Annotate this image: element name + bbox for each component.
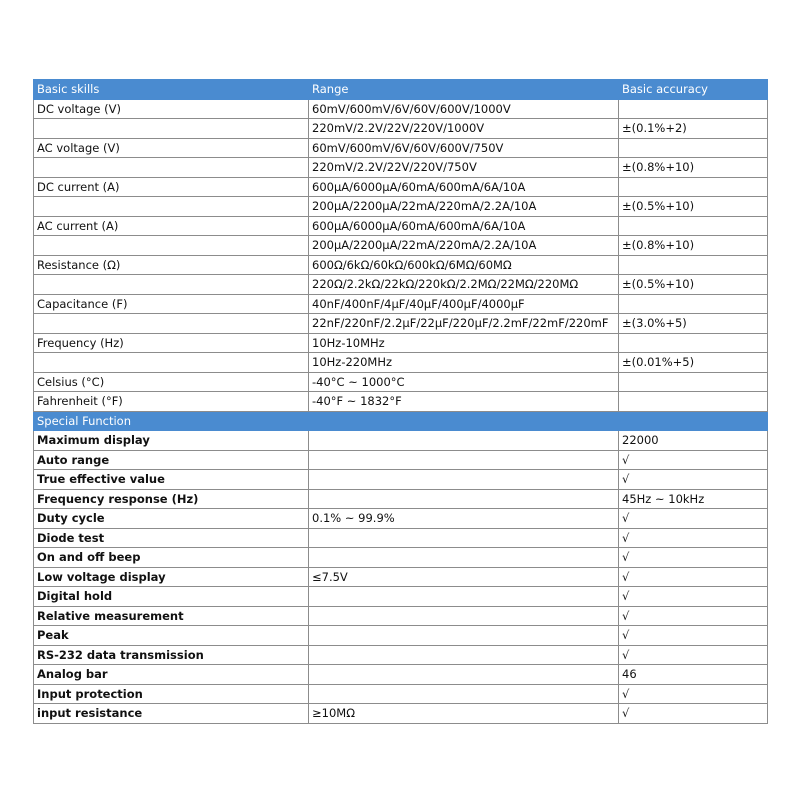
spec-range-cell <box>309 450 619 470</box>
spec-name-cell <box>34 197 309 217</box>
spec-accuracy-cell <box>619 177 768 197</box>
special-function-body <box>34 431 768 724</box>
spec-range-cell: 60mV/600mV/6V/60V/600V/750V <box>309 138 619 158</box>
spec-range-cell: 600μA/6000μA/60mA/600mA/6A/10A <box>309 216 619 236</box>
spec-range-cell: 200μA/2200μA/22mA/220mA/2.2A/10A <box>309 236 619 256</box>
spec-name-cell <box>34 275 309 295</box>
table-header-row <box>34 80 768 100</box>
spec-accuracy-cell: √ <box>619 626 768 646</box>
spec-accuracy-cell <box>619 333 768 353</box>
table-row <box>34 489 768 509</box>
spec-name-cell: Digital hold <box>34 587 309 607</box>
spec-accuracy-cell: √ <box>619 528 768 548</box>
spec-name-cell: Resistance (Ω) <box>34 255 309 275</box>
table-row <box>34 236 768 256</box>
table-row <box>34 392 768 412</box>
table-row <box>34 587 768 607</box>
spec-accuracy-cell: 46 <box>619 665 768 685</box>
spec-range-cell <box>309 528 619 548</box>
table-row <box>34 197 768 217</box>
spec-range-cell: 10Hz-10MHz <box>309 333 619 353</box>
spec-range-cell: 600μA/6000μA/60mA/600mA/6A/10A <box>309 177 619 197</box>
spec-name-cell: AC voltage (V) <box>34 138 309 158</box>
spec-accuracy-cell: √ <box>619 548 768 568</box>
table-row <box>34 119 768 139</box>
spec-range-cell: ≥10MΩ <box>309 704 619 724</box>
spec-range-cell: 220Ω/2.2kΩ/22kΩ/220kΩ/2.2MΩ/22MΩ/220MΩ <box>309 275 619 295</box>
table-row <box>34 548 768 568</box>
table-row <box>34 177 768 197</box>
spec-accuracy-cell: √ <box>619 587 768 607</box>
spec-accuracy-cell: ±(0.5%+10) <box>619 197 768 217</box>
table-row <box>34 138 768 158</box>
spec-range-cell: 220mV/2.2V/22V/220V/750V <box>309 158 619 178</box>
table-row <box>34 470 768 490</box>
table-row <box>34 509 768 529</box>
spec-name-cell <box>34 158 309 178</box>
spec-range-cell: 200μA/2200μA/22mA/220mA/2.2A/10A <box>309 197 619 217</box>
spec-name-cell: AC current (A) <box>34 216 309 236</box>
spec-range-cell: 0.1% ~ 99.9% <box>309 509 619 529</box>
table-row <box>34 645 768 665</box>
spec-accuracy-cell <box>619 294 768 314</box>
spec-range-cell: 40nF/400nF/4μF/40μF/400μF/4000μF <box>309 294 619 314</box>
spec-range-cell: 220mV/2.2V/22V/220V/1000V <box>309 119 619 139</box>
spec-range-cell: -40°C ~ 1000°C <box>309 372 619 392</box>
spec-accuracy-cell: √ <box>619 450 768 470</box>
spec-range-cell: -40°F ~ 1832°F <box>309 392 619 412</box>
spec-accuracy-cell: ±(0.8%+10) <box>619 236 768 256</box>
spec-range-cell: 10Hz-220MHz <box>309 353 619 373</box>
spec-range-cell: 22nF/220nF/2.2μF/22μF/220μF/2.2mF/22mF/220mF <box>309 314 619 334</box>
spec-accuracy-cell <box>619 138 768 158</box>
spec-range-cell <box>309 431 619 451</box>
special-header-blank <box>619 411 768 431</box>
spec-accuracy-cell: √ <box>619 645 768 665</box>
table-row <box>34 158 768 178</box>
table-row <box>34 684 768 704</box>
spec-range-cell <box>309 470 619 490</box>
spec-accuracy-cell: 22000 <box>619 431 768 451</box>
table-row <box>34 333 768 353</box>
spec-name-cell: Celsius (°C) <box>34 372 309 392</box>
spec-range-cell <box>309 665 619 685</box>
spec-name-cell: Analog bar <box>34 665 309 685</box>
spec-range-cell <box>309 606 619 626</box>
spec-accuracy-cell: 45Hz ~ 10kHz <box>619 489 768 509</box>
spec-accuracy-cell: √ <box>619 470 768 490</box>
spec-range-cell: ≤7.5V <box>309 567 619 587</box>
spec-name-cell <box>34 119 309 139</box>
spec-accuracy-cell <box>619 372 768 392</box>
table-row <box>34 450 768 470</box>
spec-name-cell: Frequency response (Hz) <box>34 489 309 509</box>
spec-name-cell: Frequency (Hz) <box>34 333 309 353</box>
special-header-body <box>34 411 768 431</box>
spec-name-cell <box>34 314 309 334</box>
table-row <box>34 314 768 334</box>
spec-name-cell: DC voltage (V) <box>34 99 309 119</box>
special-header-blank <box>309 411 619 431</box>
special-function-label: Special Function <box>34 411 309 431</box>
spec-table <box>33 79 768 724</box>
spec-range-cell <box>309 587 619 607</box>
spec-accuracy-cell <box>619 216 768 236</box>
spec-accuracy-cell: √ <box>619 704 768 724</box>
table-row <box>34 567 768 587</box>
spec-accuracy-cell: ±(0.8%+10) <box>619 158 768 178</box>
table-row <box>34 294 768 314</box>
spec-range-cell: 60mV/600mV/6V/60V/600V/1000V <box>309 99 619 119</box>
spec-range-cell: 600Ω/6kΩ/60kΩ/600kΩ/6MΩ/60MΩ <box>309 255 619 275</box>
spec-accuracy-cell: √ <box>619 684 768 704</box>
spec-accuracy-cell <box>619 99 768 119</box>
spec-name-cell: Input protection <box>34 684 309 704</box>
spec-name-cell <box>34 236 309 256</box>
spec-name-cell: True effective value <box>34 470 309 490</box>
spec-accuracy-cell: ±(0.1%+2) <box>619 119 768 139</box>
spec-name-cell: RS-232 data transmission <box>34 645 309 665</box>
table-row <box>34 372 768 392</box>
spec-accuracy-cell: ±(0.01%+5) <box>619 353 768 373</box>
spec-name-cell: DC current (A) <box>34 177 309 197</box>
header-basic-skills: Basic skills <box>34 80 309 100</box>
spec-name-cell: Capacitance (F) <box>34 294 309 314</box>
spec-range-cell <box>309 684 619 704</box>
spec-name-cell: Low voltage display <box>34 567 309 587</box>
spec-name-cell: input resistance <box>34 704 309 724</box>
table-row <box>34 528 768 548</box>
spec-name-cell: Diode test <box>34 528 309 548</box>
basic-skills-body <box>34 99 768 411</box>
spec-accuracy-cell: √ <box>619 509 768 529</box>
spec-name-cell: Relative measurement <box>34 606 309 626</box>
table-row <box>34 216 768 236</box>
table-row <box>34 665 768 685</box>
spec-accuracy-cell: ±(3.0%+5) <box>619 314 768 334</box>
table-row <box>34 255 768 275</box>
spec-name-cell: Fahrenheit (°F) <box>34 392 309 412</box>
spec-range-cell <box>309 645 619 665</box>
spec-accuracy-cell: ±(0.5%+10) <box>619 275 768 295</box>
table-row <box>34 431 768 451</box>
spec-range-cell <box>309 548 619 568</box>
spec-name-cell: Peak <box>34 626 309 646</box>
table-row <box>34 626 768 646</box>
spec-accuracy-cell: √ <box>619 567 768 587</box>
spec-accuracy-cell <box>619 255 768 275</box>
table-row <box>34 99 768 119</box>
spec-range-cell <box>309 626 619 646</box>
spec-range-cell <box>309 489 619 509</box>
spec-name-cell: Auto range <box>34 450 309 470</box>
table-row <box>34 704 768 724</box>
special-function-header-row <box>34 411 768 431</box>
header-basic-accuracy: Basic accuracy <box>619 80 768 100</box>
header-range: Range <box>309 80 619 100</box>
table-row <box>34 275 768 295</box>
spec-name-cell: Maximum display <box>34 431 309 451</box>
spec-accuracy-cell: √ <box>619 606 768 626</box>
spec-accuracy-cell <box>619 392 768 412</box>
table-row <box>34 606 768 626</box>
spec-name-cell: On and off beep <box>34 548 309 568</box>
table-row <box>34 353 768 373</box>
spec-name-cell <box>34 353 309 373</box>
spec-name-cell: Duty cycle <box>34 509 309 529</box>
